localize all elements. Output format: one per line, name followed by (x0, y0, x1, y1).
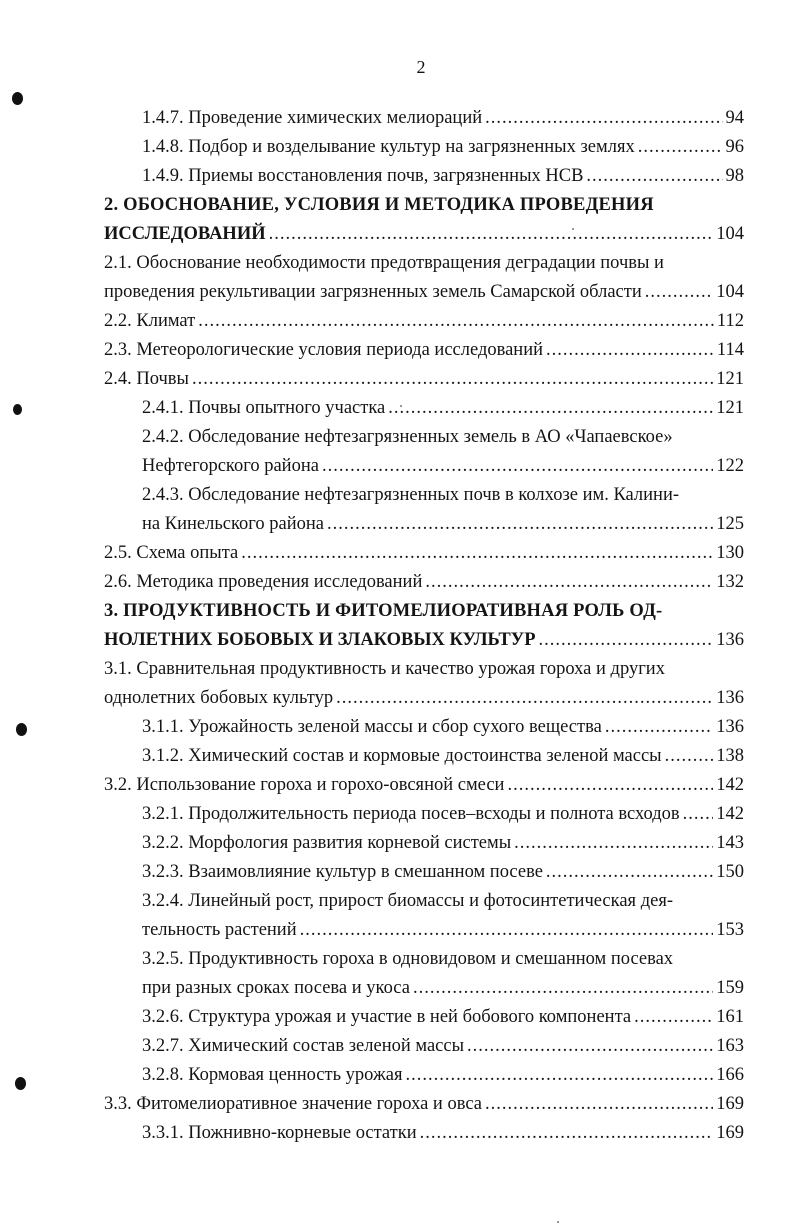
toc-entry[interactable] (104, 307, 744, 336)
toc-page-number: 104 (716, 224, 744, 244)
toc-page-number: 136 (716, 688, 744, 708)
toc-entry-title: при разных сроках посева и укоса (142, 978, 410, 998)
toc-page-number: 104 (716, 282, 744, 302)
dot-leader (192, 365, 713, 394)
toc-entry-title: 3.3.1. Пожнивно-корневые остатки (142, 1123, 417, 1143)
toc-entry[interactable] (104, 858, 744, 887)
toc-entry-title-line: 2.4.2. Обследование нефтезагрязненных земель в АО «Чапаевское» (142, 427, 673, 447)
toc-entry-title: Нефтегорского района (142, 456, 319, 476)
toc-page-number: 136 (716, 717, 744, 737)
toc-page-number: 150 (716, 862, 744, 882)
dot-leader (539, 626, 714, 655)
toc-entry[interactable] (104, 771, 744, 800)
dot-leader (507, 771, 713, 800)
toc-page-number: 159 (716, 978, 744, 998)
dot-leader (683, 800, 714, 829)
toc-entry[interactable] (104, 539, 744, 568)
toc-entry[interactable] (104, 568, 744, 597)
toc-entry-title-line: 2.4.3. Обследование нефтезагрязненных почв в колхозе им. Калини- (142, 485, 680, 505)
table-of-contents (104, 104, 744, 1148)
toc-entry-title: 1.4.9. Приемы восстановления почв, загрязненных НСВ (142, 166, 584, 186)
dot-leader (605, 713, 713, 742)
toc-page-number: 122 (716, 456, 744, 476)
toc-entry-title: 3.2.3. Взаимовлияние культур в смешанном посеве (142, 862, 543, 882)
toc-page-number: 169 (716, 1094, 744, 1114)
dot-leader (638, 133, 723, 162)
toc-entry[interactable] (104, 655, 744, 713)
toc-entry-title: 2.6. Методика проведения исследований (104, 572, 423, 592)
dot-leader (269, 220, 714, 249)
toc-page-number: 143 (716, 833, 744, 853)
toc-entry[interactable] (104, 249, 744, 307)
toc-entry[interactable] (104, 104, 744, 133)
toc-entry-title: 3.3. Фитомелиоративное значение гороха и овса (104, 1094, 482, 1114)
toc-entry-title-line: 2.1. Обоснование необходимости предотвращения деградации почвы и (104, 253, 664, 273)
toc-entry[interactable] (104, 945, 744, 1003)
toc-page-number: 96 (725, 137, 744, 157)
page-number: 2 (416, 57, 426, 77)
toc-entry[interactable] (104, 1119, 744, 1148)
toc-entry-title: однолетних бобовых культур (104, 688, 334, 708)
toc-entry-title: проведения рекультивации загрязненных земель Самарской области (104, 282, 642, 302)
toc-page-number: 142 (716, 775, 744, 795)
dot-leader (586, 162, 722, 191)
dot-leader (405, 1061, 713, 1090)
toc-entry-title: 3.2.2. Морфология развития корневой системы (142, 833, 512, 853)
toc-entry-title-line: 3.1. Сравнительная продуктивность и качество урожая гороха и других (104, 659, 665, 679)
toc-entry[interactable] (104, 481, 744, 539)
toc-entry-title: 1.4.7. Проведение химических мелиораций (142, 108, 483, 128)
dot-leader (300, 916, 714, 945)
toc-chapter[interactable] (104, 597, 744, 655)
toc-page-number: 112 (716, 311, 744, 331)
toc-chapter[interactable] (104, 191, 744, 249)
toc-entry-title: 3.1.1. Урожайность зеленой массы и сбор сухого вещества (142, 717, 602, 737)
toc-page-number: 98 (725, 166, 744, 186)
toc-entry-title: на Кинельского района (142, 514, 324, 534)
dot-leader (388, 394, 713, 423)
toc-page-number: 166 (716, 1065, 744, 1085)
dot-leader (485, 1090, 713, 1119)
toc-entry-title: НОЛЕТНИХ БОБОВЫХ И ЗЛАКОВЫХ КУЛЬТУР (104, 630, 536, 650)
toc-chapter-title-line: 3. ПРОДУКТИВНОСТЬ И ФИТОМЕЛИОРАТИВНАЯ РОЛЬ ОД- (104, 601, 663, 621)
toc-entry[interactable] (104, 1090, 744, 1119)
toc-entry[interactable] (104, 742, 744, 771)
toc-entry[interactable] (104, 1061, 744, 1090)
toc-page-number: 163 (716, 1036, 744, 1056)
toc-entry[interactable] (104, 829, 744, 858)
toc-entry-title-line: 3.2.4. Линейный рост, прирост биомассы и фотосинтетическая дея- (142, 891, 673, 911)
toc-entry-title: ИССЛЕДОВАНИЙ (104, 224, 266, 244)
toc-page-number: 94 (725, 108, 744, 128)
punch-hole-4 (15, 1077, 26, 1090)
toc-entry-title: 2.4. Почвы (104, 369, 189, 389)
toc-page-number: 153 (716, 920, 744, 940)
toc-entry[interactable] (104, 423, 744, 481)
dot-leader (665, 742, 714, 771)
punch-hole-2 (13, 404, 22, 415)
toc-entry-title: 3.2.8. Кормовая ценность урожая (142, 1065, 403, 1085)
dot-leader (634, 1003, 713, 1032)
toc-page-number: 130 (716, 543, 744, 563)
dot-leader (241, 539, 713, 568)
punch-hole-1 (12, 92, 23, 105)
toc-entry[interactable] (104, 336, 744, 365)
toc-entry-title: 1.4.8. Подбор и возделывание культур на загрязненных землях (142, 137, 635, 157)
dot-leader (425, 568, 713, 597)
toc-page-number: 132 (716, 572, 744, 592)
toc-page-number: 138 (716, 746, 744, 766)
scan-speck (557, 1221, 559, 1223)
toc-entry[interactable] (104, 133, 744, 162)
dot-leader (327, 510, 713, 539)
toc-entry[interactable] (104, 162, 744, 191)
dot-leader (546, 858, 713, 887)
toc-entry[interactable] (104, 394, 744, 423)
toc-page-number: 169 (716, 1123, 744, 1143)
toc-entry[interactable] (104, 800, 744, 829)
toc-entry[interactable] (104, 1032, 744, 1061)
toc-entry-title: 2.4.1. Почвы опытного участка (142, 398, 386, 418)
toc-entry-title: 3.2. Использование гороха и горохо-овсяной смеси (104, 775, 505, 795)
toc-page-number: 142 (716, 804, 744, 824)
dot-leader (546, 336, 714, 365)
dot-leader (514, 829, 713, 858)
dot-leader (645, 278, 714, 307)
toc-entry-title: тельность растений (142, 920, 297, 940)
toc-entry[interactable] (104, 1003, 744, 1032)
toc-entry-title: 3.1.2. Химический состав и кормовые достоинства зеленой массы (142, 746, 662, 766)
toc-page-number: 125 (716, 514, 744, 534)
toc-entry-title: 3.2.7. Химический состав зеленой массы (142, 1036, 465, 1056)
toc-page-number: 121 (716, 398, 744, 418)
toc-entry-title: 2.5. Схема опыта (104, 543, 239, 563)
toc-entry[interactable] (104, 713, 744, 742)
toc-entry-title: 2.3. Метеорологические условия периода исследований (104, 340, 544, 360)
toc-entry[interactable] (104, 365, 744, 394)
toc-page-number: 121 (716, 369, 744, 389)
toc-entry-title: 3.2.6. Структура урожая и участие в ней бобового компонента (142, 1007, 632, 1027)
toc-page-number: 114 (716, 340, 744, 360)
toc-entry-title: 2.2. Климат (104, 311, 196, 331)
toc-chapter-title-line: 2. ОБОСНОВАНИЕ, УСЛОВИЯ И МЕТОДИКА ПРОВЕДЕНИЯ (104, 195, 654, 215)
dot-leader (336, 684, 713, 713)
toc-entry-title-line: 3.2.5. Продуктивность гороха в одновидовом и смешанном посевах (142, 949, 674, 969)
toc-entry[interactable] (104, 887, 744, 945)
punch-hole-3 (16, 723, 27, 736)
dot-leader (322, 452, 713, 481)
dot-leader (420, 1119, 714, 1148)
dot-leader (413, 974, 713, 1003)
dot-leader (485, 104, 722, 133)
dot-leader (467, 1032, 713, 1061)
dot-leader (198, 307, 714, 336)
toc-page-number: 136 (716, 630, 744, 650)
toc-entry-title: 3.2.1. Продолжительность периода посев–всходы и полнота всходов (142, 804, 680, 824)
toc-page-number: 161 (716, 1007, 744, 1027)
